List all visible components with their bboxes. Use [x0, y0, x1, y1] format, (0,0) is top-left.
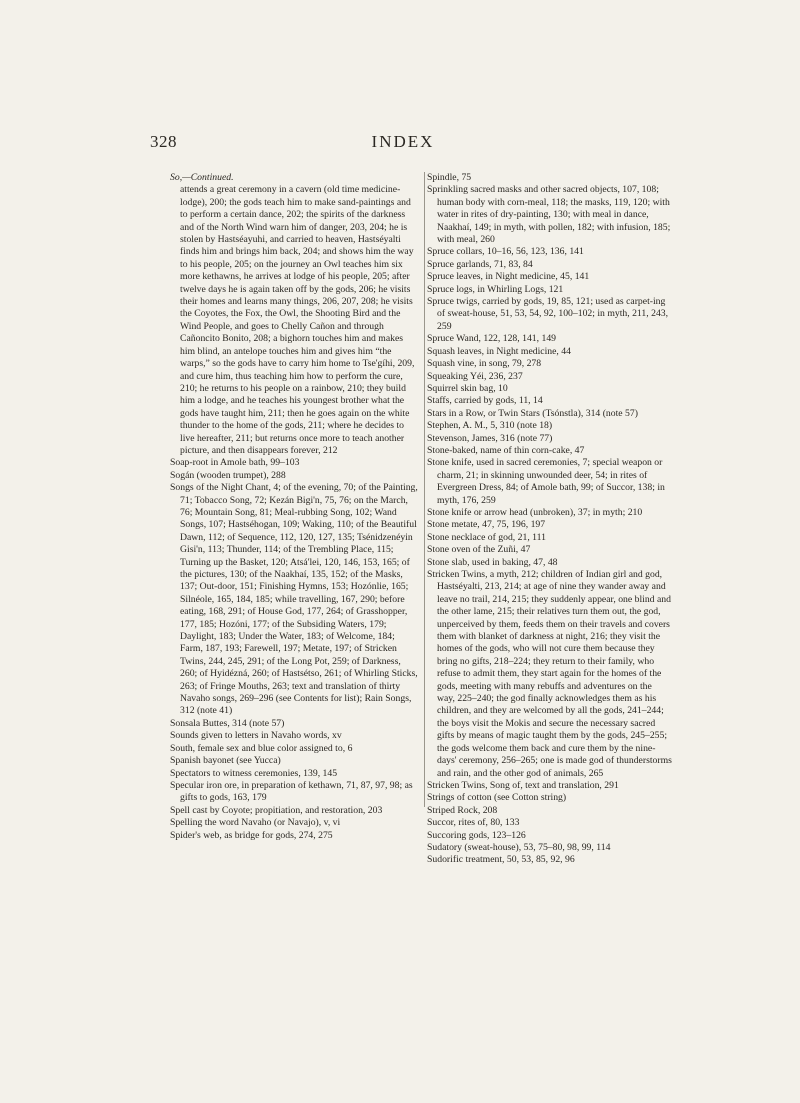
- index-entry: Sudorific treatment, 50, 53, 85, 92, 96: [427, 854, 575, 866]
- index-entry: Strings of cotton (see Cotton string): [427, 792, 567, 804]
- index-entry: Sogán (wooden trumpet), 288: [170, 469, 286, 481]
- index-entry: Sonsala Buttes, 314 (note 57): [170, 717, 285, 729]
- index-entry: Spruce leaves, in Night medicine, 45, 141: [427, 271, 590, 283]
- index-entry: Succor, rites of, 80, 133: [427, 817, 520, 829]
- index-entry: Stone-baked, name of thin corn-cake, 47: [427, 444, 585, 456]
- index-entry: attends a great ceremony in a cavern (old time medicine-lodge), 200; the gods teach him to make sand-paintings and to perform a certain dance, 202; the spirits of the darkness and of the North Wind warn him of danger, 203, 204; he is stolen by Hastséayuhi, and carried to heaven, Hastséyalti finds him and brings him back, 204; and shows him the way to his people, 205; on the journey an Owl teaches him six more kethawns, he arrives at lodge of his people, 205; after twelve days he is again taken off by the gods, 206; he visits their homes and learns many things, 206, 207, 208; he visits the Coyotes, the Fox, the Owl, the Shooting Bird and the Wind People, and goes to Chelly Cañon and through Cañoncito Bonito, 208; a bighorn touches him and makes him blind, an antelope touches him and gives him “the warps,” so the gods have to carry him home to Tse'gíhi, 209, and cure him, thus teaching him how to perform the cure, 210; he returns to his people on a rainbow, 210; they build him a lodge, and he teaches his youngest brother what the gods have taught him, 211; then he goes again on the white thunder to the home of the gods, 211; where he decides to live hereafter, 211; but returns once more to teach another picture, and then disappears forever, 212: [180, 184, 415, 456]
- index-entry: Soap-root in Amole bath, 99–103: [170, 457, 300, 469]
- index-entry: Squash leaves, in Night medicine, 44: [427, 345, 571, 357]
- index-entry: Stephen, A. M., 5, 310 (note 18): [427, 420, 553, 432]
- index-entry: Spider's web, as bridge for gods, 274, 275: [170, 829, 333, 841]
- index-column-right: [427, 172, 672, 867]
- index-entry: Squirrel skin bag, 10: [427, 382, 508, 394]
- index-entry: Spanish bayonet (see Yucca): [170, 755, 281, 767]
- index-entry: Sounds given to letters in Navaho words, xv: [170, 730, 342, 742]
- index-entry: Squash vine, in song, 79, 278: [427, 358, 542, 370]
- index-entry: Stone oven of the Zuñi, 47: [427, 544, 531, 556]
- index-entry: Stone necklace of god, 21, 111: [427, 531, 546, 543]
- index-entry: Specular iron ore, in preparation of kethawn, 71, 87, 97, 98; as gifts to gods, 163, 179: [170, 779, 413, 804]
- page-header: [150, 132, 656, 154]
- index-entry: Spruce twigs, carried by gods, 19, 85, 121; used as carpet-ing of sweat-house, 51, 53, 54, 92, 100–102; in myth, 211, 243, 259: [427, 296, 669, 332]
- index-entry: Stevenson, James, 316 (note 77): [427, 432, 553, 444]
- index-entry: Spruce Wand, 122, 128, 141, 149: [427, 333, 557, 345]
- index-entry: Stone knife or arrow head (unbroken), 37; in myth; 210: [427, 506, 643, 518]
- index-continued-heading: So,—Continued.: [170, 172, 234, 183]
- index-entry: Spruce logs, in Whirling Logs, 121: [427, 283, 564, 295]
- index-entry: Spruce collars, 10–16, 56, 123, 136, 141: [427, 246, 584, 258]
- page-number: 328: [150, 132, 177, 151]
- index-entry: Songs of the Night Chant, 4; of the evening, 70; of the Painting, 71; Tobacco Song, 72; Kezán Bigi'n, 75, 76; on the March, 76; Mountain Song, 81; Meal-rubbing Song, 102; Wand Songs, 107; Hastséhogan, 109; Waking, 110; of the Beautiful Dawn, 112; of Sequence, 112, 120, 127, 135; Tsénidzenéyin Gisi'n, 113; Thunder, 114; of the Trembling Place, 115; Turning up the Basket, 120; Atsá'lei, 120, 146, 153, 165; of the pictures, 130; of the Naakhaí, 135, 152; of the Masks, 137; Out-door, 151; Finishing Hymns, 153; Hozónlie, 165; Silnéole, 165, 184, 185; while travelling, 167, 290; before eating, 168, 291; of House God, 177, 264; of Grasshopper, 177, 185; Hozóni, 177; of the Subsiding Waters, 179; Daylight, 183; Under the Water, 183; of Welcome, 184; Farm, 187, 193; Farewell, 197; Metate, 197; of Stricken Twins, 244, 245, 291; of the Long Pot, 259; of Darkness, 260; of Hyidézná, 260; of Hastsétso, 261; of Whirling Sticks, 263; of Fringe Mouths, 263; text and translation of thirty Navaho songs, 269–296 (see Contents for list); Rain Songs, 312 (note 41): [170, 482, 418, 717]
- index-entry: Stars in a Row, or Twin Stars (Tsónstla), 314 (note 57): [427, 407, 638, 419]
- index-entry: Stone slab, used in baking, 47, 48: [427, 556, 558, 568]
- index-entry: South, female sex and blue color assigned to, 6: [170, 742, 353, 754]
- index-entry: Stricken Twins, Song of, text and translation, 291: [427, 779, 619, 791]
- index-entry: Spell cast by Coyote; propitiation, and restoration, 203: [170, 804, 383, 816]
- index-entry: Stone knife, used in sacred ceremonies, 7; special weapon or charm, 21; in skinning unwounded deer, 54; in rites of Evergreen Dress, 84; of Amole bath, 99; of Succor, 138; in myth, 176, 259: [427, 457, 665, 506]
- index-entry: Sudatory (sweat-house), 53, 75–80, 98, 99, 114: [427, 841, 611, 853]
- index-entry: Spindle, 75: [427, 172, 472, 183]
- running-head: INDEX: [371, 132, 435, 151]
- index-entry: Spelling the word Navaho (or Navajo), v, vi: [170, 817, 341, 829]
- column-divider: [424, 172, 425, 807]
- index-entry: Stone metate, 47, 75, 196, 197: [427, 519, 546, 531]
- index-entry: Squeaking Yéi, 236, 237: [427, 370, 523, 382]
- index-entry: Staffs, carried by gods, 11, 14: [427, 395, 543, 407]
- index-entry: Succoring gods, 123–126: [427, 829, 526, 841]
- index-entry: Striped Rock, 208: [427, 804, 498, 816]
- index-entry: Sprinkling sacred masks and other sacred objects, 107, 108; human body with corn-meal, 118; the masks, 119, 120; with water in rites of dry-painting, 130; with meal in dance, Naakhaí, 149; in myth, with pollen, 182; with infusion, 185; with meal, 260: [427, 184, 671, 246]
- index-entry: Spectators to witness ceremonies, 139, 145: [170, 767, 338, 779]
- index-column-left: [170, 172, 420, 842]
- index-entry: Stricken Twins, a myth, 212; children of Indian girl and god, Hastséyalti, 213, 214; at age of nine they wander away and leave no trail, 214, 215; they suddenly appear, one blind and the other lame, 215; their relatives turn them out, the god, unperceived by them, feeds them on their travels and covers them with blanket of darkness at night, 216; they visit the homes of the gods, who will not cure them because they bring no gifts, 218–224; they return to their family, who refuse to admit them, they start again for the homes of the gods, meeting with many rebuffs and adventures on the way, 225–240; the god finally acknowledges them as his children, and they are welcomed by all the gods, 241–244; the boys visit the Mokis and secure the necessary sacred gifts by means of magic taught them by the gods, 245–255; the gods welcome them back and cure them by the nine-days' ceremony, 256–265; one is made god of thunderstorms and rain, and the other god of animals, 265: [427, 569, 672, 779]
- index-entry: Spruce garlands, 71, 83, 84: [427, 258, 533, 270]
